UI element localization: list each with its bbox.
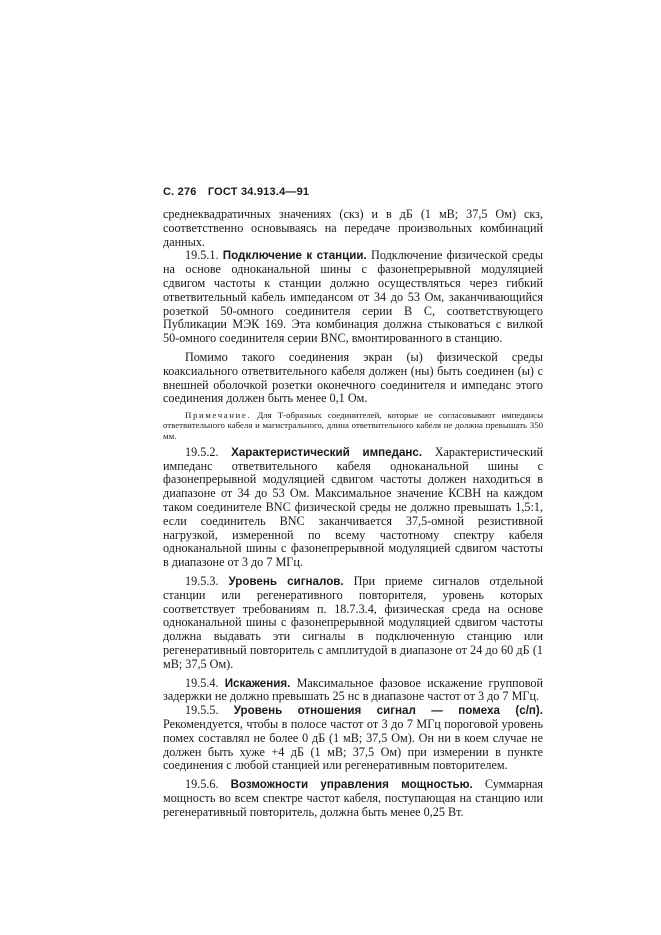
section-19-5-2: [163, 446, 543, 570]
section-19-5-4: [163, 677, 543, 705]
section-title: Уровень сигналов.: [228, 574, 344, 588]
section-number: 19.5.1.: [185, 248, 219, 263]
section-number: 19.5.4.: [185, 675, 219, 690]
document-body: [163, 208, 543, 819]
section-text: Суммарная мощность во всем спектре частот кабеля, поступающая на станцию или регенеративный повторитель, должна быть менее 0,25 Вт.: [163, 777, 544, 819]
section-number: 19.5.2.: [185, 444, 219, 459]
page-header: [163, 186, 543, 198]
section-number: 19.5.6.: [185, 777, 219, 792]
intro-paragraph: среднеквадратичных значениях (скз) и в дБ (1 мВ; 37,5 Ом) скз, соответственно основываясь на передаче произвольных комбинаций данных.: [163, 207, 543, 249]
section-19-5-1: [163, 249, 543, 346]
section-number: 19.5.5.: [185, 703, 219, 718]
section-text: При приеме сигналов отдельной станции или регенеративного повторителя, уровень которых соответствует требованиям п. 18.7.3.4, физическая среда на основе одноканальной шины с фазонепрерывной модуляцией сдвигом частоты должна выдавать эти сигналы в подключенную станцию или регенеративный повторитель с амплитудой в диапазоне от 24 до 60 дБ (1 мВ; 37,5 Ом).: [163, 573, 544, 671]
section-title: Характеристический импеданс.: [231, 445, 423, 459]
note-paragraph: [163, 410, 543, 441]
section-19-5-5: [163, 704, 543, 773]
section-number: 19.5.3.: [185, 573, 219, 588]
section-19-5-3: [163, 575, 543, 672]
section-title: Уровень отношения сигнал — помеха (с/п).: [233, 704, 544, 718]
page-number: С. 276: [163, 186, 197, 198]
screen-paragraph: Помимо такого соединения экран (ы) физической среды коаксиального ответвительного кабеля должен (ны) быть соединен (ы) с внешней оболочкой розетки оконечного соединителя и импеданс этого соединения должен быть менее 0,1 Ом.: [163, 349, 543, 406]
note-text: Для Т-образных соединителей, которые не согласовывают импедансы ответвительного кабеля и магистрального, длина ответвительного кабеля не должна превышать 350 мм.: [163, 410, 543, 441]
section-title: Подключение к станции.: [222, 249, 367, 263]
standard-designation: ГОСТ 34.913.4—91: [207, 186, 310, 198]
note-label: Примечание.: [185, 410, 252, 421]
section-title: Искажения.: [224, 676, 291, 690]
section-text: Характеристический импеданс ответвительного кабеля одноканальной шины с фазонепрерывной модуляцией сдвигом частоты должен находиться в диапазоне от 34 до 53 Ом. Максимальное значение КСВН на каждом таком соединителе BNC физической среды не должно превышать 1,5:1, если соединитель BNC заканчивается 37,5-омной резистивной нагрузкой, измеренной по всему частотному спектру кабеля одноканальной шины с фазонепрерывной модуляцией сдвигом частоты в диапазоне от 3 до 7 МГц.: [163, 444, 543, 570]
section-text: Подключение физической среды на основе одноканальной шины с фазонепрерывной модуляцией сдвигом частоты к станции должно осуществляться через гибкий ответвительный кабель импедансом от 34 до 53 Ом, заканчивающийся розеткой 50-омного соединителя серии В С, соответствующего Публикации МЭК 169. Эта комбинация должна стыковаться с вилкой 50-омного соединителя серии BNC, вмонтированного в станцию.: [163, 248, 544, 346]
section-title: Возможности управления мощностью.: [230, 778, 473, 792]
section-text: Рекомендуется, чтобы в полосе частот от 3 до 7 МГц пороговой уровень помех составлял не более 0 дБ (1 мВ; 37,5 Ом). Он ни в коем случае не должен быть хуже +4 дБ (1 мВ; 37,5 Ом) при измерении в пункте соединения с любой станцией или регенеративным повторителем.: [163, 716, 543, 773]
section-19-5-6: [163, 778, 543, 819]
section-text: Максимальное фазовое искажение групповой задержки не должно превышать 25 нс в диапазоне частот от 3 до 7 МГц.: [163, 675, 543, 704]
